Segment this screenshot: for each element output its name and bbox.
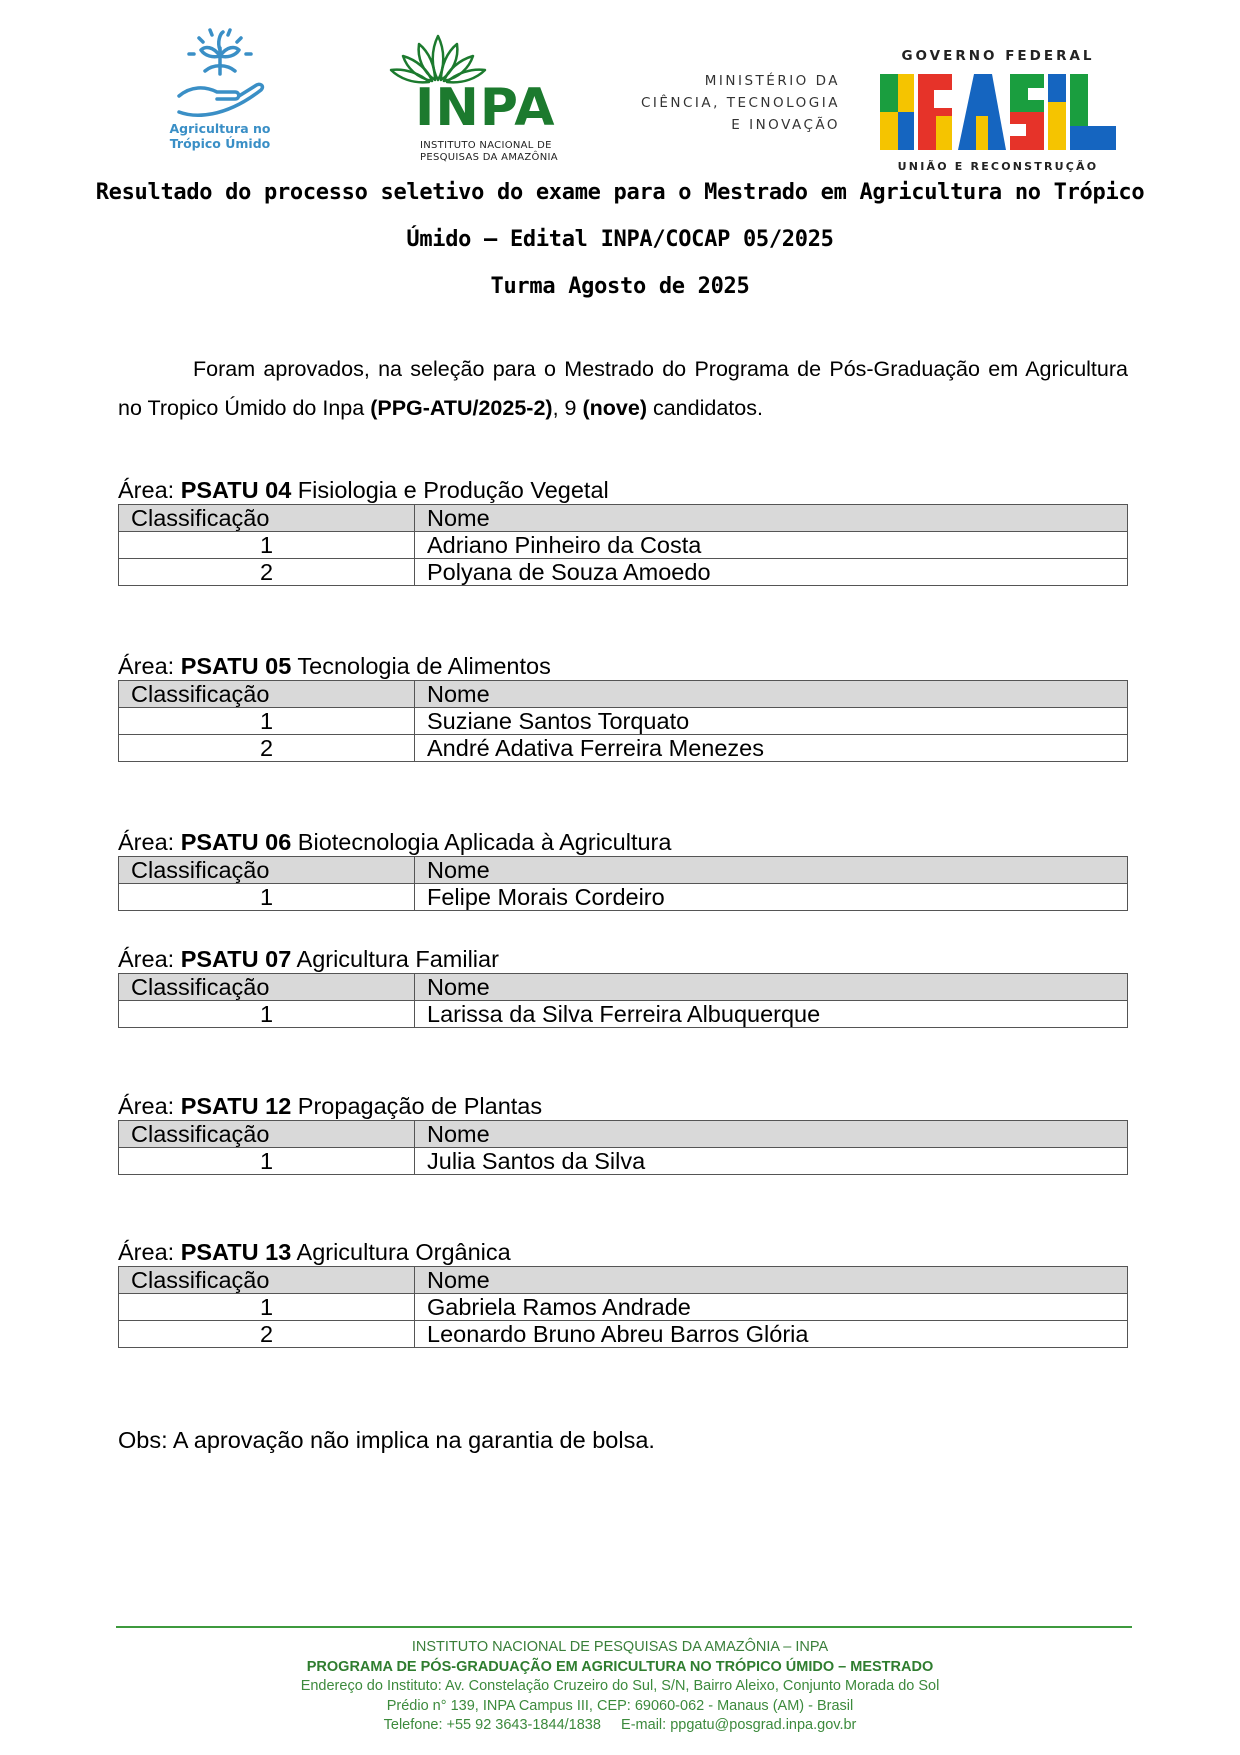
- name-cell: Adriano Pinheiro da Costa: [415, 532, 1128, 559]
- table-row: [119, 1321, 1128, 1348]
- name-cell: Felipe Morais Cordeiro: [415, 884, 1128, 911]
- name-cell: Suziane Santos Torquato: [415, 708, 1128, 735]
- name-cell: Gabriela Ramos Andrade: [415, 1294, 1128, 1321]
- footer-institute: INSTITUTO NACIONAL DE PESQUISAS DA AMAZÔNIA – INPA: [411, 1639, 829, 1655]
- area-code: PSATU 04: [180, 477, 292, 503]
- rank-cell: 1: [119, 532, 415, 559]
- rank-cell: 2: [119, 735, 415, 762]
- intro-text-3: candidatos.: [646, 396, 763, 420]
- area-prefix: Área:: [118, 829, 181, 855]
- mcti-line3: E INOVAÇÃO: [731, 117, 840, 133]
- header-classificacao: Classificação: [119, 505, 415, 532]
- name-cell: Larissa da Silva Ferreira Albuquerque: [415, 1001, 1128, 1028]
- area-psatu-12: [118, 1092, 1128, 1175]
- intro-program-code: (PPG-ATU/2025-2): [370, 396, 553, 420]
- header-nome: Nome: [415, 1121, 1128, 1148]
- area-code: PSATU 12: [180, 1093, 292, 1119]
- footer-program: PROGRAMA DE PÓS-GRADUAÇÃO EM AGRICULTURA NO TRÓPICO ÚMIDO – MESTRADO: [306, 1658, 934, 1675]
- footer-contact: Telefone: +55 92 3643-1844/1838 E-mail: ppgatu@posgrad.inpa.gov.br: [383, 1717, 857, 1733]
- header-classificacao: Classificação: [119, 974, 415, 1001]
- area-name: Fisiologia e Produção Vegetal: [291, 477, 609, 503]
- area-title: [118, 828, 1128, 856]
- agri-logo-line2: Trópico Úmido: [169, 136, 271, 151]
- rank-cell: 1: [119, 1148, 415, 1175]
- inpa-logo: [383, 30, 583, 165]
- name-cell: André Adativa Ferreira Menezes: [415, 735, 1128, 762]
- area-code: PSATU 13: [180, 1239, 292, 1265]
- area-prefix: Área:: [118, 946, 181, 972]
- area-prefix: Área:: [118, 653, 181, 679]
- intro-text-2: , 9: [552, 396, 583, 420]
- results-table: [118, 504, 1128, 586]
- area-prefix: Área:: [118, 477, 181, 503]
- inpa-logo-subtitle: [420, 140, 558, 164]
- footer: [0, 1638, 1240, 1736]
- table-header-row: [119, 681, 1128, 708]
- intro-paragraph: [118, 350, 1128, 428]
- area-title: [118, 945, 1128, 973]
- header-nome: Nome: [415, 974, 1128, 1001]
- area-psatu-05: [118, 652, 1128, 762]
- agri-logo-line1: Agricultura no: [169, 121, 271, 136]
- hand-plant-icon: [165, 26, 275, 121]
- table-header-row: [119, 974, 1128, 1001]
- area-name: Biotecnologia Aplicada à Agricultura: [291, 829, 672, 855]
- name-cell: Julia Santos da Silva: [415, 1148, 1128, 1175]
- table-header-row: [119, 857, 1128, 884]
- title-line3: Turma Agosto de 2025: [490, 274, 750, 299]
- table-row: [119, 1294, 1128, 1321]
- table-header-row: [119, 1267, 1128, 1294]
- results-table: [118, 973, 1128, 1028]
- table-header-row: [119, 505, 1128, 532]
- table-row: [119, 735, 1128, 762]
- mcti-line2: CIÊNCIA, TECNOLOGIA: [640, 95, 840, 111]
- header-logos: [0, 20, 1240, 173]
- gov-logo-bottom: UNIÃO E RECONSTRUÇÃO: [897, 160, 1099, 173]
- area-name: Agricultura Familiar: [291, 946, 499, 972]
- area-prefix: Área:: [118, 1239, 181, 1265]
- header-classificacao: Classificação: [119, 1267, 415, 1294]
- header-nome: Nome: [415, 505, 1128, 532]
- rank-cell: 2: [119, 559, 415, 586]
- name-cell: Leonardo Bruno Abreu Barros Glória: [415, 1321, 1128, 1348]
- area-name: Propagação de Plantas: [291, 1093, 543, 1119]
- mcti-line1: MINISTÉRIO DA: [704, 73, 840, 89]
- name-cell: Polyana de Souza Amoedo: [415, 559, 1128, 586]
- area-title: [118, 1092, 1128, 1120]
- area-name: Agricultura Orgânica: [291, 1239, 511, 1265]
- area-code: PSATU 06: [180, 829, 292, 855]
- rank-cell: 2: [119, 1321, 415, 1348]
- area-code: PSATU 07: [180, 946, 292, 972]
- area-title: [118, 652, 1128, 680]
- rank-cell: 1: [119, 1001, 415, 1028]
- inpa-sub-line2: PESQUISAS DA AMAZÔNIA: [420, 152, 558, 163]
- results-table: [118, 1266, 1128, 1348]
- header-classificacao: Classificação: [119, 857, 415, 884]
- table-header-row: [119, 1121, 1128, 1148]
- header-nome: Nome: [415, 1267, 1128, 1294]
- governo-federal-logo: [878, 48, 1118, 178]
- leaf-crown-icon: [383, 30, 493, 85]
- rank-cell: 1: [119, 1294, 415, 1321]
- inpa-logo-text: INPA: [415, 78, 556, 138]
- footer-building: Prédio n° 139, INPA Campus III, CEP: 69060-062 - Manaus (AM) - Brasil: [386, 1697, 854, 1714]
- header-classificacao: Classificação: [119, 1121, 415, 1148]
- header-classificacao: Classificação: [119, 681, 415, 708]
- area-psatu-06: [118, 828, 1128, 911]
- header-nome: Nome: [415, 681, 1128, 708]
- area-psatu-04: [118, 476, 1128, 586]
- table-row: [119, 559, 1128, 586]
- area-title: [118, 1238, 1128, 1266]
- area-prefix: Área:: [118, 1093, 181, 1119]
- intro-count: (nove): [582, 396, 647, 420]
- area-code: PSATU 05: [180, 653, 292, 679]
- area-title: [118, 476, 1128, 504]
- agricultura-tropico-umido-logo: [155, 26, 285, 166]
- table-row: [119, 884, 1128, 911]
- brasil-wordmark-icon: [878, 70, 1118, 154]
- title-line1: Resultado do processo seletivo do exame para o Mestrado em Agricultura no Trópico: [95, 180, 1145, 205]
- observation-note: Obs: A aprovação não implica na garantia de bolsa.: [118, 1427, 655, 1453]
- table-row: [119, 1148, 1128, 1175]
- footer-divider: [116, 1626, 1132, 1628]
- mcti-logo: [620, 70, 840, 136]
- title-line2: Úmido – Edital INPA/COCAP 05/2025: [406, 227, 834, 252]
- footer-address: Endereço do Instituto: Av. Constelação Cruzeiro do Sul, S/N, Bairro Aleixo, Conjunto Morada do Sol: [300, 1678, 940, 1694]
- gov-logo-top: GOVERNO FEDERAL: [901, 48, 1095, 64]
- intro-text-1: Foram aprovados, na seleção para o Mestrado do Programa de Pós-Graduação em Agricultura no Tropico Úmido do Inpa: [118, 357, 1128, 420]
- inpa-sub-line1: INSTITUTO NACIONAL DE: [420, 140, 552, 151]
- area-psatu-07: [118, 945, 1128, 1028]
- area-psatu-13: [118, 1238, 1128, 1348]
- results-table: [118, 856, 1128, 911]
- results-table: [118, 1120, 1128, 1175]
- header-nome: Nome: [415, 857, 1128, 884]
- table-row: [119, 1001, 1128, 1028]
- table-row: [119, 708, 1128, 735]
- results-table: [118, 680, 1128, 762]
- rank-cell: 1: [119, 708, 415, 735]
- table-row: [119, 532, 1128, 559]
- rank-cell: 1: [119, 884, 415, 911]
- area-name: Tecnologia de Alimentos: [291, 653, 551, 679]
